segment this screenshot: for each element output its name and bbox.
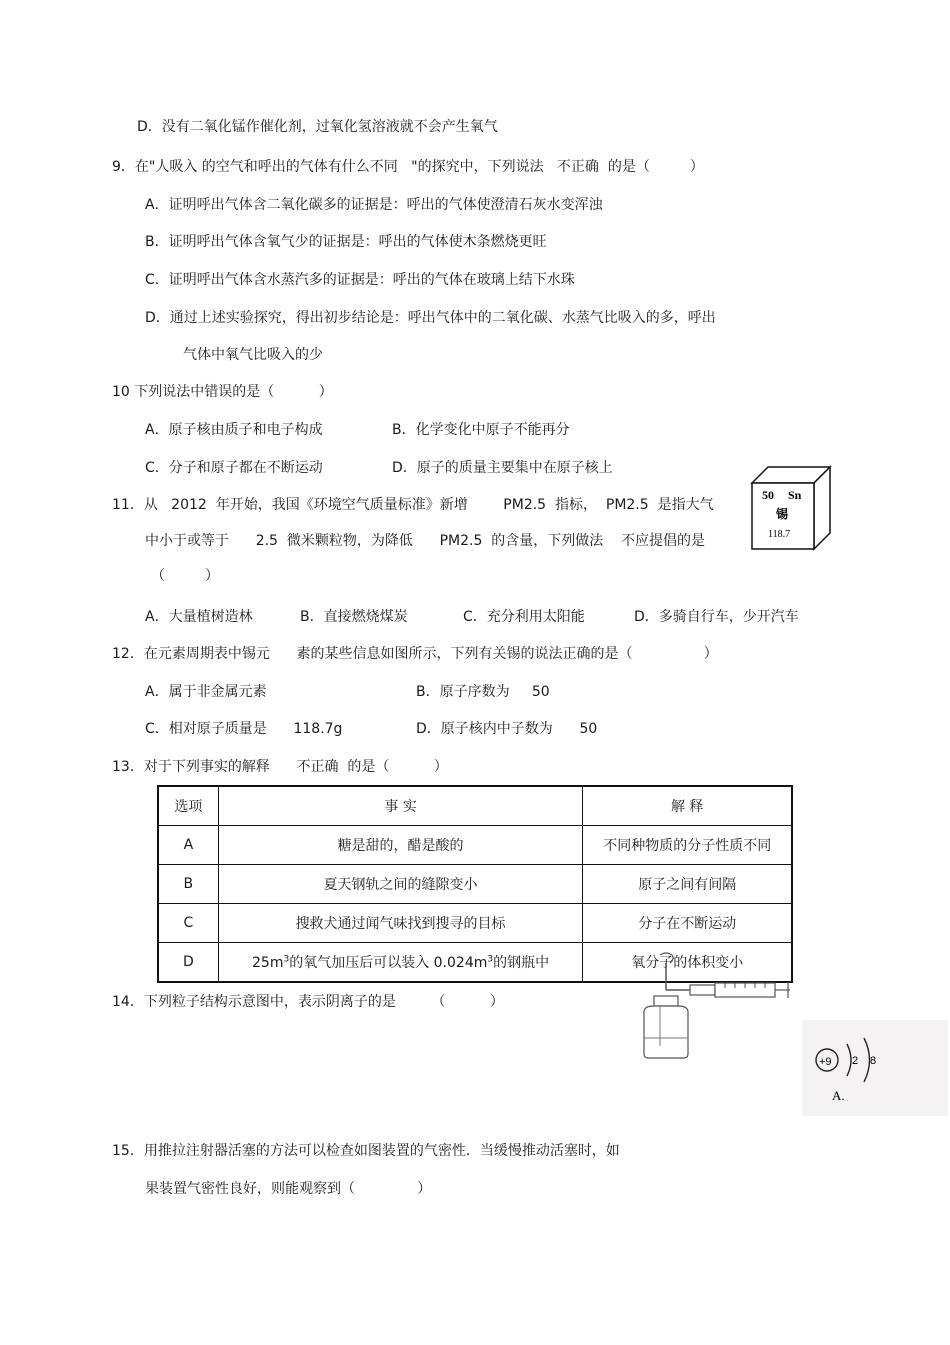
fact-part: 25m (252, 955, 284, 971)
row-option: C (158, 904, 218, 943)
superscript: 3 (487, 954, 494, 965)
table-row (158, 865, 792, 904)
row-option: B (158, 865, 218, 904)
row-option: D (158, 943, 218, 983)
element-mass: 118.7 (768, 529, 791, 540)
superscript: 3 (283, 954, 290, 965)
q12-stem: 12．在元素周期表中锡元 素的某些信息如图所示，下列有关锡的说法正确的是（ ） (112, 646, 718, 662)
q12-option-b: B．原子序数为 50 (416, 684, 550, 700)
fact-part: 的钢瓶中 (493, 955, 550, 971)
q9-option-b: B．证明呼出气体含氧气少的证据是：呼出的气体使木条燃烧更旺 (145, 234, 547, 250)
q11-option-a: A．大量植树造林 (145, 609, 253, 625)
row-explanation: 氧分子的体积变小 (583, 943, 792, 983)
q15-line1: 15．用推拉注射器活塞的方法可以检查如图装置的气密性．当缓慢推动活塞时，如 (112, 1143, 620, 1159)
q12-option-c: C．相对原子质量是 118.7g (145, 721, 343, 737)
header-option: 选项 (158, 786, 218, 826)
table-header-row (158, 786, 792, 826)
q11-option-b: B．直接燃烧煤炭 (300, 609, 408, 625)
q9-option-a: A．证明呼出气体含二氧化碳多的证据是：呼出的气体使澄清石灰水变浑浊 (145, 197, 603, 213)
q10-option-a: A．原子核由质子和电子构成 (145, 422, 323, 438)
q9-stem: 9．在"人吸入 的空气和呼出的气体有什么不同 "的探究中，下列说法 不正确 的是（ ） (112, 159, 704, 175)
header-explanation: 解 释 (583, 786, 792, 826)
header-fact: 事 实 (218, 786, 583, 826)
q9-option-c: C．证明呼出气体含水蒸汽多的证据是：呼出的气体在玻璃上结下水珠 (145, 272, 575, 288)
q10-option-b: B．化学变化中原子不能再分 (392, 422, 570, 438)
row-fact: 夏天钢轨之间的缝隙变小 (218, 865, 583, 904)
element-symbol: Sn (788, 488, 802, 502)
row-fact: 糖是甜的，醋是酸的 (218, 826, 583, 865)
q11-line1: 11．从 2012 年开始，我国《环境空气质量标准》新增 PM2.5 指标， PM2.5 是指大气 (112, 497, 714, 513)
q9-option-d-line2: 气体中氧气比吸入的少 (183, 347, 323, 363)
fact-part: 的氧气加压后可以装入 0.024m (289, 955, 488, 971)
row-explanation: 不同种物质的分子性质不同 (583, 826, 792, 865)
q12-option-d: D．原子核内中子数为 50 (416, 721, 598, 737)
q11-line2: 中小于或等于 2.5 微米颗粒物，为降低 PM2.5 的含量，下列做法 不应提倡的是 (145, 533, 706, 549)
q10-stem: 10 下列说法中错误的是（ ） (112, 384, 333, 400)
q11-option-c: C．充分利用太阳能 (463, 609, 585, 625)
shell-2-electrons: 8 (870, 1055, 877, 1067)
row-option: A (158, 826, 218, 865)
q11-line3: （ ） (151, 568, 220, 584)
tin-element-card (750, 465, 835, 557)
shell-1-electrons: 2 (852, 1055, 859, 1067)
atom-option-label: A. (832, 1088, 845, 1103)
q13-stem: 13．对于下列事实的解释 不正确 的是（ ） (112, 759, 448, 775)
q12-option-a: A．属于非金属元素 (145, 684, 267, 700)
element-number: 50 (762, 488, 774, 502)
q9-option-d-line1: D．通过上述实验探究，得出初步结论是：呼出气体中的二氧化碳、水蒸气比吸入的多，呼出 (145, 310, 716, 326)
q14-stem: 14．下列粒子结构示意图中，表示阴离子的是 （ ） (112, 994, 504, 1010)
row-explanation: 分子在不断运动 (583, 904, 792, 943)
table-row (158, 904, 792, 943)
q8-option-d: D．没有二氧化锰作催化剂，过氧化氢溶液就不会产生氧气 (137, 119, 498, 135)
element-name: 锡 (776, 507, 789, 521)
q15-line2: 果装置气密性良好，则能观察到（ ） (145, 1181, 432, 1197)
atom-structure-diagram (802, 1020, 948, 1116)
q11-option-d: D．多骑自行车，少开汽车 (634, 609, 799, 625)
row-fact (218, 943, 583, 983)
q10-option-d: D．原子的质量主要集中在原子核上 (392, 460, 613, 476)
q10-option-c: C．分子和原子都在不断运动 (145, 460, 323, 476)
table-row (158, 826, 792, 865)
syringe-apparatus-image (630, 950, 795, 1069)
row-fact: 搜救犬通过闻气味找到搜寻的目标 (218, 904, 583, 943)
atom-nucleus-charge: +9 (819, 1056, 832, 1068)
row-explanation: 原子之间有间隔 (583, 865, 792, 904)
